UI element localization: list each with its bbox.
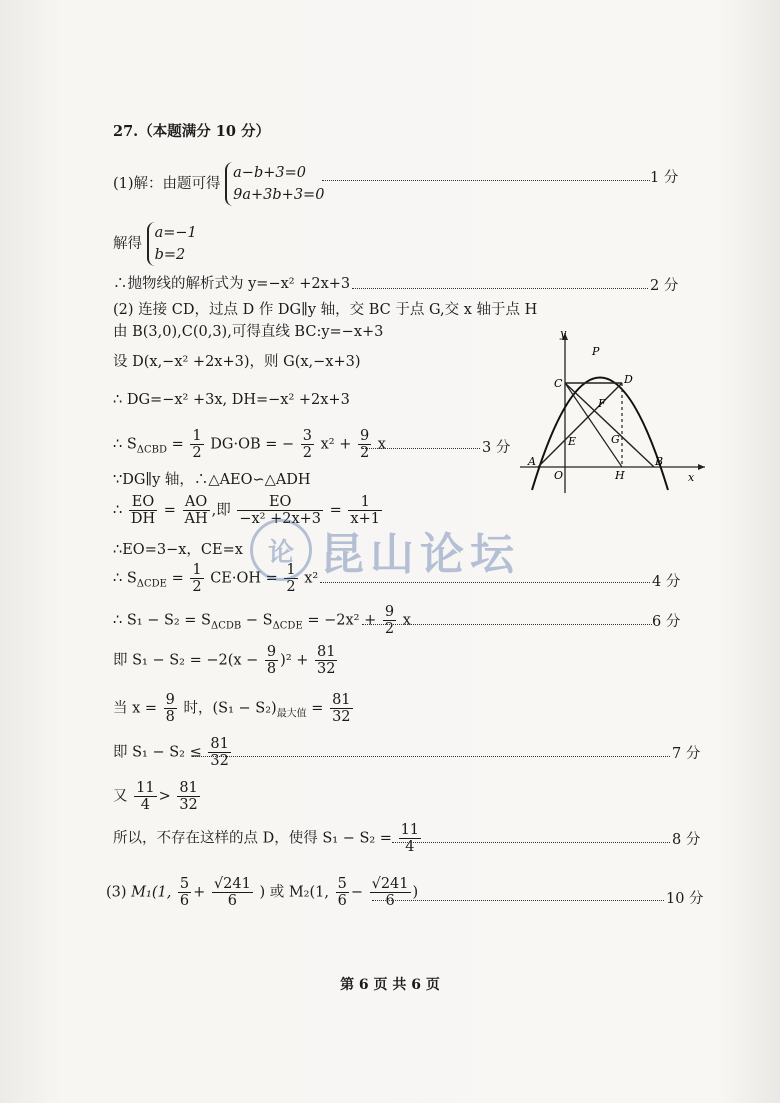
score-2: 2 分 bbox=[650, 278, 679, 294]
ratio-line: ∴ $\frac{EO}{DH}$ = $\frac{AO}{AH}$ ,即 $\frac{EO}{\text{−x² +2x+3}}$ = $\frac{1}{x+1}$ bbox=[113, 494, 380, 527]
score-10: 10 分 bbox=[666, 891, 704, 907]
vertex-form: 即 S₁ − S₂ = −2(x − $\frac{9}{8}$ )² + $\frac{81}{32}$ bbox=[113, 644, 336, 677]
part1-system: (1)解：由题可得 a−b+3=0 9a+3b+3=0 bbox=[113, 162, 324, 206]
eo-ce: ∴EO=3−x，CE=x bbox=[113, 542, 243, 558]
label-p: P bbox=[592, 345, 600, 358]
label-e: E bbox=[568, 435, 577, 448]
leader-dots bbox=[352, 288, 648, 289]
question-title: 27.（本题满分 10 分） bbox=[113, 123, 271, 140]
leader-dots bbox=[192, 756, 670, 757]
conclusion: 所以，不存在这样的点 D，使得 S₁ − S₂ = $\frac{11}{4}$ bbox=[113, 822, 420, 855]
label-g: G bbox=[611, 433, 620, 446]
watermark bbox=[250, 518, 520, 582]
leader-dots bbox=[372, 900, 664, 901]
solution-system: a=−1 b=2 bbox=[147, 222, 197, 266]
part1-solution: 解得 a=−1 b=2 bbox=[113, 222, 197, 266]
score-3: 3 分 bbox=[482, 440, 511, 456]
label-b: B bbox=[655, 455, 664, 468]
page-footer: 第 6 页 共 6 页 bbox=[340, 977, 440, 993]
leader-dots bbox=[362, 624, 652, 625]
inequality: 即 S₁ − S₂ ≤ $\frac{81}{32}$ bbox=[113, 736, 229, 769]
parabola-figure bbox=[510, 325, 710, 495]
score-6: 6 分 bbox=[652, 614, 681, 630]
part2-line2: 由 B(3,0),C(0,3),可得直线 BC:y=−x+3 bbox=[113, 324, 384, 340]
area-cbd: ∴ $S_{\Delta CBD}$ = $\frac{1}{2}$ DG·OB = − $\frac{3}{2}$ x² + $\frac{9}{2}$ x bbox=[113, 428, 386, 461]
label-x: x bbox=[688, 471, 695, 484]
area-cde: ∴ $S_{\Delta CDE}$ = $\frac{1}{2}$ CE·OH = $\frac{1}{2}$ x² bbox=[113, 562, 319, 595]
label-f: F bbox=[598, 397, 606, 410]
forum-logo-icon: 论 bbox=[250, 519, 312, 581]
leader-dots bbox=[362, 448, 480, 449]
max-value: 当 x = $\frac{9}{8}$ 时，$(S_1 - S_2)_{最大值}$ = $\frac{81}{32}$ bbox=[113, 692, 351, 725]
score-1: 1 分 bbox=[650, 170, 679, 186]
part3-answer: (3) M₁(1, $\frac{5}{6}$ + $\frac{√241}{6}$ ) 或 M₂(1, $\frac{5}{6}$ − $\frac{√241}{6}$ ) bbox=[106, 876, 419, 909]
leader-dots bbox=[320, 582, 650, 583]
comparison: 又 $\frac{11}{4}$ > $\frac{81}{32}$ bbox=[113, 780, 198, 813]
similar-triangles: ∵DG∥y 轴，∴△AEO∽△ADH bbox=[113, 472, 311, 488]
leader-dots bbox=[392, 842, 670, 843]
label-y: y bbox=[560, 327, 567, 340]
part2-line3: 设 D(x,−x² +2x+3)，则 G(x,−x+3) bbox=[113, 354, 361, 370]
part2-line4: ∴ DG=−x² +3x, DH=−x² +2x+3 bbox=[113, 392, 350, 408]
score-7: 7 分 bbox=[672, 746, 701, 762]
score-4: 4 分 bbox=[652, 574, 681, 590]
label-d: D bbox=[624, 373, 633, 386]
label-c: C bbox=[554, 377, 563, 390]
watermark-text: 昆山论坛 bbox=[320, 529, 520, 580]
segment-ch bbox=[565, 383, 622, 467]
parabola-equation: ∴抛物线的解析式为 y=−x² +2x+3 bbox=[113, 276, 351, 292]
label-o: O bbox=[554, 469, 564, 482]
x-axis-arrow-icon bbox=[698, 464, 705, 470]
equation-system: a−b+3=0 9a+3b+3=0 bbox=[225, 162, 324, 206]
leader-dots bbox=[322, 180, 650, 181]
part2-line1: (2) 连接 CD，过点 D 作 DG∥y 轴，交 BC 于点 G,交 x 轴于点 H bbox=[113, 302, 538, 318]
score-8: 8 分 bbox=[672, 832, 701, 848]
label-a: A bbox=[528, 455, 536, 468]
label-h: H bbox=[615, 469, 625, 482]
difference-line: ∴ $S_1 - S_2 = S_{\Delta CDB} - S_{\Delta CDE} = -2x^2$ + $\frac{9}{2}$ x bbox=[113, 604, 411, 637]
